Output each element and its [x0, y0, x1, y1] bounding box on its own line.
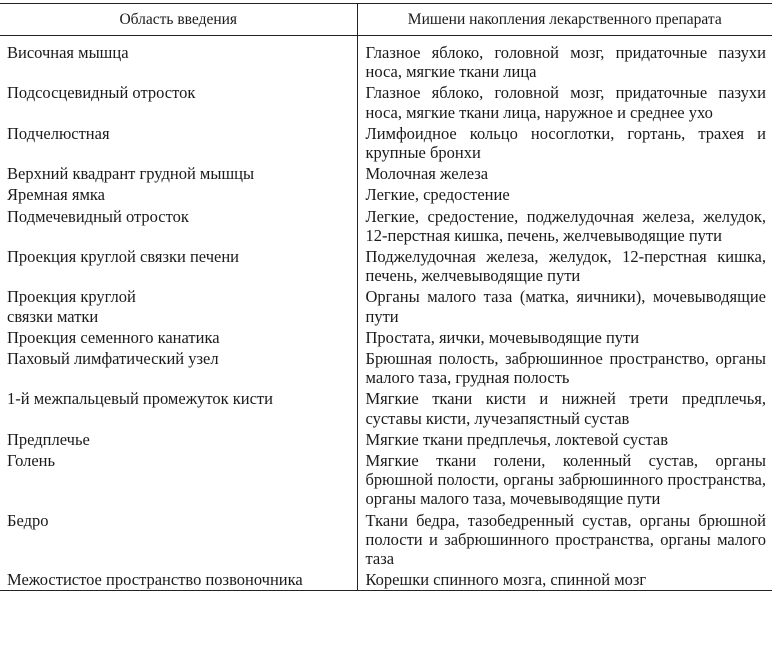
- table-row: [0, 82, 772, 122]
- area-cell: Верхний квадрант грудной мышцы: [0, 163, 357, 184]
- area-cell: Проекция семенного канатика: [0, 327, 357, 348]
- area-cell: Височная мышца: [0, 36, 357, 83]
- area-cell: Предплечье: [0, 429, 357, 450]
- targets-cell: Лимфоидное кольцо носоглотки, гортань, трахея и крупные бронхи: [365, 123, 766, 163]
- area-cell: Проекция круглой связки печени: [0, 246, 357, 286]
- targets-cell: Мягкие ткани кисти и нижней трети предплечья, суставы кисти, лучезапястный сустав: [365, 389, 766, 428]
- table-row: [0, 510, 772, 570]
- table-row: [0, 286, 772, 326]
- area-cell: Проекция круглой связки матки: [0, 286, 357, 326]
- targets-cell: Молочная железа: [365, 164, 489, 184]
- area-cell: Бедро: [0, 510, 357, 570]
- table-row: [0, 36, 772, 83]
- targets-cell: Корешки спинного мозга, спинной мозг: [365, 570, 647, 590]
- targets-cell: Органы малого таза (матка, яичники), мочевыводящие пути: [365, 287, 766, 326]
- targets-cell: Простата, яички, мочевыводящие пути: [365, 327, 640, 347]
- area-cell: Голень: [0, 450, 357, 510]
- table-row: [0, 327, 772, 348]
- table-row: [0, 184, 772, 205]
- table-row: [0, 206, 772, 246]
- table-row: [0, 429, 772, 450]
- targets-cell: Глазное яблоко, головной мозг, придаточные пазухи носа, мягкие ткани лица, наружное и среднее ухо: [365, 83, 766, 122]
- drug-target-table: [0, 3, 772, 591]
- table-row: [0, 246, 772, 286]
- table-row: [0, 569, 772, 591]
- table-row: [0, 163, 772, 184]
- targets-cell: Ткани бедра, тазобедренный сустав, органы брюшной полости и забрюшинного пространства, органы малого таза: [365, 510, 766, 569]
- area-cell: Яремная ямка: [0, 184, 357, 205]
- area-cell: Межостистое пространство позвоночника: [0, 569, 357, 591]
- table-header-row: [0, 4, 772, 36]
- area-cell: 1-й межпальцевый промежуток кисти: [0, 388, 357, 428]
- table-row: [0, 450, 772, 510]
- targets-cell: Глазное яблоко, головной мозг, придаточные пазухи носа, мягкие ткани лица: [365, 43, 766, 82]
- targets-cell: Мягкие ткани голени, коленный сустав, органы брюшной полости, органы забрюшинного пространства, органы малого таза, мочевыводящие пути: [365, 451, 766, 509]
- targets-cell: Брюшная полость, забрюшинное пространство, органы малого таза, грудная полость: [365, 349, 766, 388]
- area-cell: Подсосцевидный отросток: [0, 82, 357, 122]
- area-cell: Паховый лимфатический узел: [0, 348, 357, 388]
- table-row: [0, 388, 772, 428]
- targets-cell: Мягкие ткани предплечья, локтевой сустав: [365, 429, 669, 449]
- header-accumulation-targets: Мишени накопления лекарственного препарата: [407, 10, 722, 28]
- header-administration-area: Область введения: [0, 4, 357, 36]
- targets-cell: Поджелудочная железа, желудок, 12-перстная кишка, печень, желчевыводящие пути: [365, 247, 766, 286]
- area-cell: Подчелюстная: [0, 123, 357, 163]
- targets-cell: Легкие, средостение, поджелудочная железа, желудок, 12-перстная кишка, печень, желчевыводящие пути: [365, 206, 766, 245]
- table-row: [0, 348, 772, 388]
- area-cell: Подмечевидный отросток: [0, 206, 357, 246]
- targets-cell: Легкие, средостение: [365, 185, 510, 205]
- table-row: [0, 123, 772, 163]
